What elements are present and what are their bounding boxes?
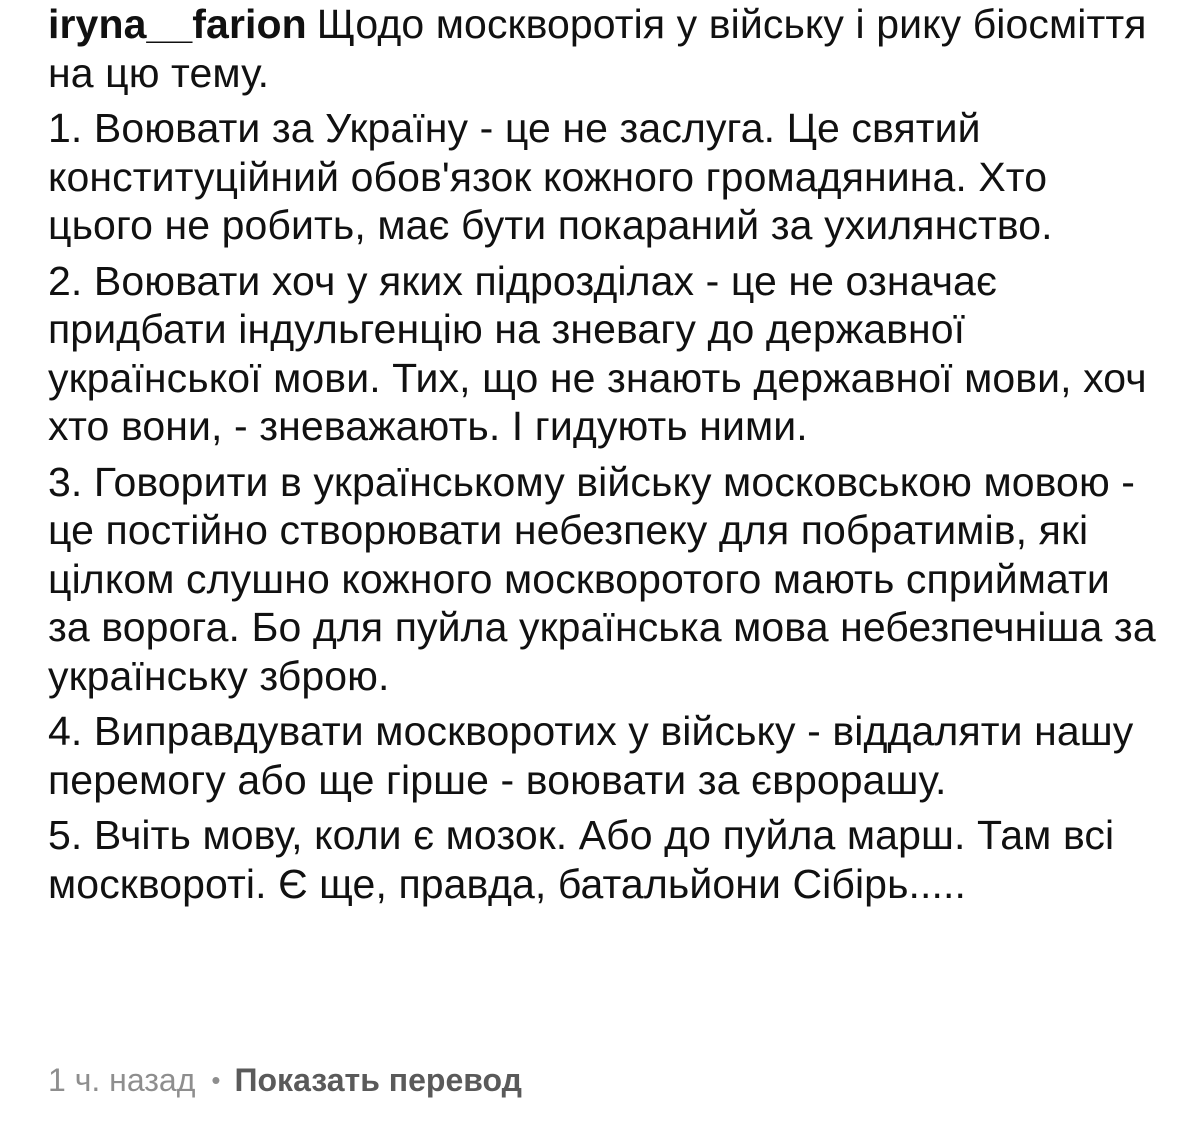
comment-timestamp: 1 ч. назад xyxy=(48,1062,196,1098)
comment-paragraph-5: 5. Вчіть мову, коли є мозок. Або до пуйла марш. Там всі москвороті. Є ще, правда, батальйони Сібірь..... xyxy=(48,812,1115,907)
username-link[interactable]: iryna__farion xyxy=(48,1,307,47)
comment-paragraph-2: 2. Воювати хоч у яких підрозділах - це не означає придбати індульгенцію на зневагу до державної української мови. Тих, що не знають державної мови, хоч хто вони, - зневажають. І гидують ними. xyxy=(48,257,1147,449)
comment-meta xyxy=(48,1058,522,1102)
meta-separator: • xyxy=(211,1065,221,1095)
comment-intro-text: Щодо москворотія у війську і рику біосміття на цю тему. xyxy=(48,1,1147,96)
comment-paragraph-4: 4. Виправдувати москворотих у війську - віддаляти нашу перемогу або ще гірше - воювати за єврорашу. xyxy=(48,708,1134,803)
comment-body xyxy=(48,0,1158,908)
comment xyxy=(48,0,1158,915)
comment-paragraph-3: 3. Говорити в українському війську московською мовою - це постійно створювати небезпеку для побратимів, які цілком слушно кожного москворотого мають сприймати за ворога. Бо для пуйла українська мова небезпечніша за українську зброю. xyxy=(48,458,1156,699)
comment-paragraph-1: 1. Воювати за Україну - це не заслуга. Це святий конституційний обов'язок кожного громадянина. Хто цього не робить, має бути покараний за ухилянство. xyxy=(48,105,1053,248)
show-translation-button[interactable]: Показать перевод xyxy=(234,1062,522,1098)
comment-intro xyxy=(48,0,1158,97)
